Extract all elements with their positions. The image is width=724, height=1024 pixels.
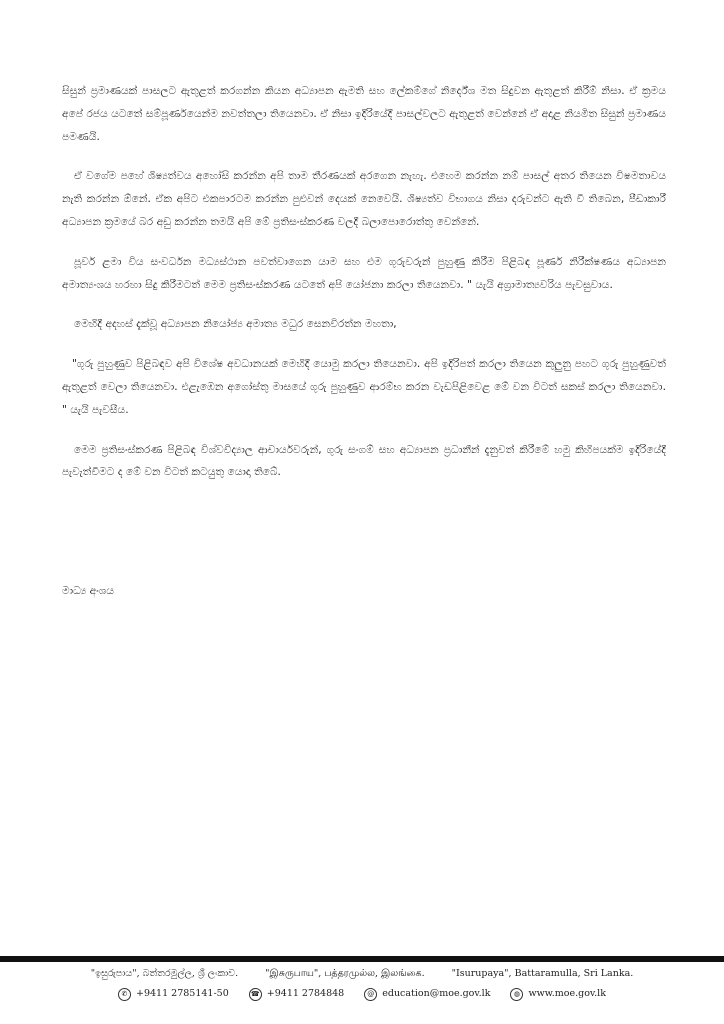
footer-divider [0, 956, 724, 962]
paragraph-admissions: සිසුන් ප්‍රමාණයක් පාසලට ඇතුළත් කරගන්න කියන අධ්‍යාපන ඇමති සහ ලේකම්ගේ නිර්දේශ මත සිදුවන ඇතුළත් කිරීම් නිසා. ඒ ක්‍රමය අපේ රජය යටතේ සම්පූර්ණයෙන්ම නවත්තලා තියෙනවා. ඒ නිසා ඉදිරියේදී පාසල්වලට ඇතුළත් වෙන්නේ ඒ අදාළ නියමිත සිසුන් ප්‍රමාණය පමණයි. [62, 85, 666, 143]
paragraph-teacher-training-quote: "ගුරු පුහුණුව පිළිබඳව අපි විශේෂ අවධානයක් මෙහිදී යොමු කරලා තියෙනවා. අපි ඉදිරිපත් කරලා තියෙන කුලුනු පහට ගුරු පුහුණුවත් ඇතුළත් වෙලා තියෙනවා. එළැඹෙන අගෝස්තු මාසයේ ගුරු පුහුණුව ආරම්භ කරන වැඩපිළිවෙළ මේ වන විටත් සකස් කරලා තියෙනවා. " යැයි පැවසීය. [62, 358, 666, 416]
email-address[interactable]: education@moe.gov.lk [382, 988, 491, 999]
paragraph-deputy-minister-intro: මෙහිදී අදහස් දැක්වූ අධ්‍යාපන නියෝජ්‍ය අමාත්‍ය මධුර සෙනවිරත්න මහතා, [74, 318, 397, 331]
paragraph-awareness-meetings: මෙම ප්‍රතිසංස්කරණ පිළිබඳ විශ්වවිද්‍යාල ආචාර්යවරුන්, ගුරු සංගම් සහ අධ්‍යාපන ප්‍රධානීන් දැනුවත් කිරීමේ හමු කිහිපයක්ම ඉදිරියේදී පැවැත්වීමට ද මේ වන විටත් කටයුතු යොදා තිබේ. [62, 443, 666, 479]
address-tamil: "இசுருபாய", பத்தரமுல்ல, இலங்கை. [265, 968, 425, 979]
footer-contact-row [0, 986, 724, 1002]
contact-email[interactable] [364, 986, 490, 1002]
contact-website[interactable] [510, 986, 606, 1002]
fax-icon: ☎ [249, 988, 262, 1001]
contact-fax [249, 986, 344, 1002]
document-body [62, 80, 666, 501]
paragraph-early-childhood: පූර්ව ළමා විය සංවර්ධන මධ්‍යස්ථාන පවත්වාගෙන යාම සහ එම ගුරුවරුන් පුහුණු කිරීම පිළිබඳ පූර්ණ නිරීක්ෂණය අධ්‍යාපන අමාත්‍යංශය හරහා සිදු කිරීමටත් මෙම ප්‍රතිසංස්කරණ යටතේ අපි යෝජනා කරලා තියෙනවා. " යැයි අග්‍රාමාත්‍යවරිය පැවසුවාය. [62, 255, 666, 291]
address-sinhala: "ඉසුරුපාය", බත්තරමුල්ල, ශ්‍රී ලංකාව. [90, 968, 239, 979]
phone-number: +9411 2785141-50 [136, 988, 229, 999]
letterhead-footer [0, 966, 724, 1002]
address-english: "Isurupaya", Battaramulla, Sri Lanka. [451, 968, 634, 979]
footer-address-row [0, 966, 724, 982]
contact-phone [118, 986, 229, 1002]
globe-icon: ◍ [510, 988, 523, 1001]
paragraph-scholarship: ඒ වගේම පහේ ශිෂ්‍යත්වය අහෝසි කරන්න අපි තාම තීරණයක් අරගෙන නැහැ. එහෙම කරන්න නම් පාසල් අතර තියෙන විෂමතාවය නැති කරන්න ඕනේ. ඒක අපිට එකපාරටම කරන්න පුළුවන් දෙයක් නෙවෙයි. ශිෂ්‍යත්ව විභාගය නිසා දරුවන්ට ඇති වී තිබෙන, පීඩාකාරී අධ්‍යාපන ක්‍රමයේ බර අඩු කරන්න තමයි අපි මේ ප්‍රතිසංස්කරණ වලදී බලාපොරොත්තු වෙන්නේ. [62, 170, 666, 228]
website-url[interactable]: www.moe.gov.lk [528, 988, 606, 999]
email-icon: @ [364, 988, 377, 1001]
media-division-signature: මාධ්‍ය අංශය [62, 585, 114, 597]
fax-number: +9411 2784848 [266, 988, 345, 999]
phone-icon: ✆ [118, 988, 131, 1001]
